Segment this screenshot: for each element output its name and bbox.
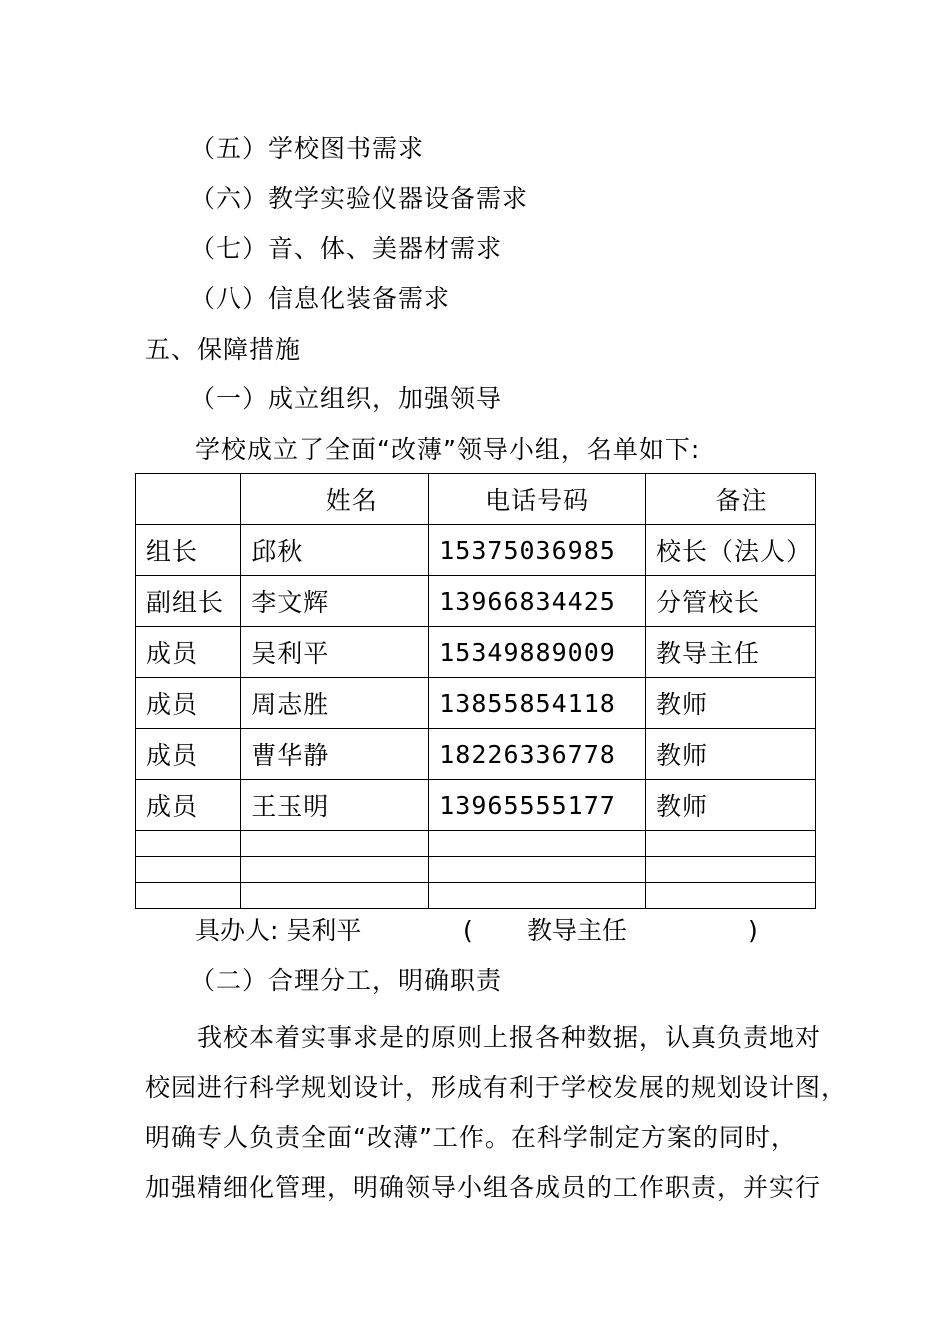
cell-name: 曹华静 — [241, 729, 429, 780]
empty-cell — [429, 857, 646, 883]
cell-role: 成员 — [136, 678, 241, 729]
table-row — [136, 525, 816, 576]
empty-cell — [241, 831, 429, 857]
handler-open-paren: ( — [463, 916, 473, 945]
paragraph-line: 校园进行科学规划设计，形成有利于学校发展的规划设计图， — [145, 1073, 848, 1102]
table-row — [136, 627, 816, 678]
outline-item-8: （八）信息化装备需求 — [190, 284, 451, 313]
cell-note: 校长（法人） — [646, 525, 816, 576]
cell-role: 副组长 — [136, 576, 241, 627]
cell-role: 成员 — [136, 729, 241, 780]
empty-cell — [429, 831, 646, 857]
cell-phone: 15375036985 — [429, 525, 646, 576]
leadership-table — [135, 473, 816, 909]
cell-role: 组长 — [136, 525, 241, 576]
table-row — [136, 678, 816, 729]
outline-item-5: （五）学校图书需求 — [190, 134, 425, 163]
handler-label: 具办人: 吴利平 — [195, 916, 362, 945]
paragraph-line: 明确专人负责全面“改薄”工作。在科学制定方案的同时， — [145, 1123, 797, 1152]
cell-role: 成员 — [136, 780, 241, 831]
header-phone: 电话号码 — [429, 474, 646, 525]
empty-cell — [646, 883, 816, 909]
empty-cell — [136, 857, 241, 883]
paragraph-line: 加强精细化管理，明确领导小组各成员的工作职责，并实行 — [145, 1173, 822, 1202]
body-paragraph — [145, 1013, 848, 1213]
empty-cell — [646, 831, 816, 857]
subsection-heading-2: （二）合理分工，明确职责 — [190, 966, 503, 995]
cell-note: 分管校长 — [646, 576, 816, 627]
header-note: 备注 — [646, 474, 816, 525]
empty-cell — [136, 831, 241, 857]
cell-phone: 13855854118 — [429, 678, 646, 729]
cell-phone: 13966834425 — [429, 576, 646, 627]
table-row — [136, 729, 816, 780]
cell-note: 教师 — [646, 729, 816, 780]
empty-cell — [429, 883, 646, 909]
table-row — [136, 576, 816, 627]
handler-title: 教导主任 — [527, 916, 628, 945]
cell-name: 吴利平 — [241, 627, 429, 678]
cell-name: 李文辉 — [241, 576, 429, 627]
empty-table-row — [136, 831, 816, 857]
table-row — [136, 780, 816, 831]
cell-role: 成员 — [136, 627, 241, 678]
cell-name: 邱秋 — [241, 525, 429, 576]
outline-item-7: （七）音、体、美器材需求 — [190, 234, 503, 263]
cell-note: 教导主任 — [646, 627, 816, 678]
cell-phone: 18226336778 — [429, 729, 646, 780]
cell-note: 教师 — [646, 780, 816, 831]
header-name: 姓名 — [241, 474, 429, 525]
subsection-heading-1: （一）成立组织，加强领导 — [190, 384, 503, 413]
paragraph-line: 我校本着实事求是的原则上报各种数据，认真负责地对 — [197, 1023, 822, 1052]
table-intro: 学校成立了全面“改薄”领导小组，名单如下: — [195, 435, 701, 464]
empty-cell — [136, 883, 241, 909]
table-header-row — [136, 474, 816, 525]
handler-close-paren: ) — [748, 916, 758, 945]
outline-item-6: （六）教学实验仪器设备需求 — [190, 184, 529, 213]
cell-name: 周志胜 — [241, 678, 429, 729]
empty-cell — [241, 883, 429, 909]
header-role — [136, 474, 241, 525]
empty-cell — [646, 857, 816, 883]
cell-name: 王玉明 — [241, 780, 429, 831]
empty-table-row — [136, 857, 816, 883]
empty-cell — [241, 857, 429, 883]
section-heading: 五、保障措施 — [145, 335, 302, 364]
cell-phone: 13965555177 — [429, 780, 646, 831]
empty-table-row — [136, 883, 816, 909]
cell-note: 教师 — [646, 678, 816, 729]
cell-phone: 15349889009 — [429, 627, 646, 678]
